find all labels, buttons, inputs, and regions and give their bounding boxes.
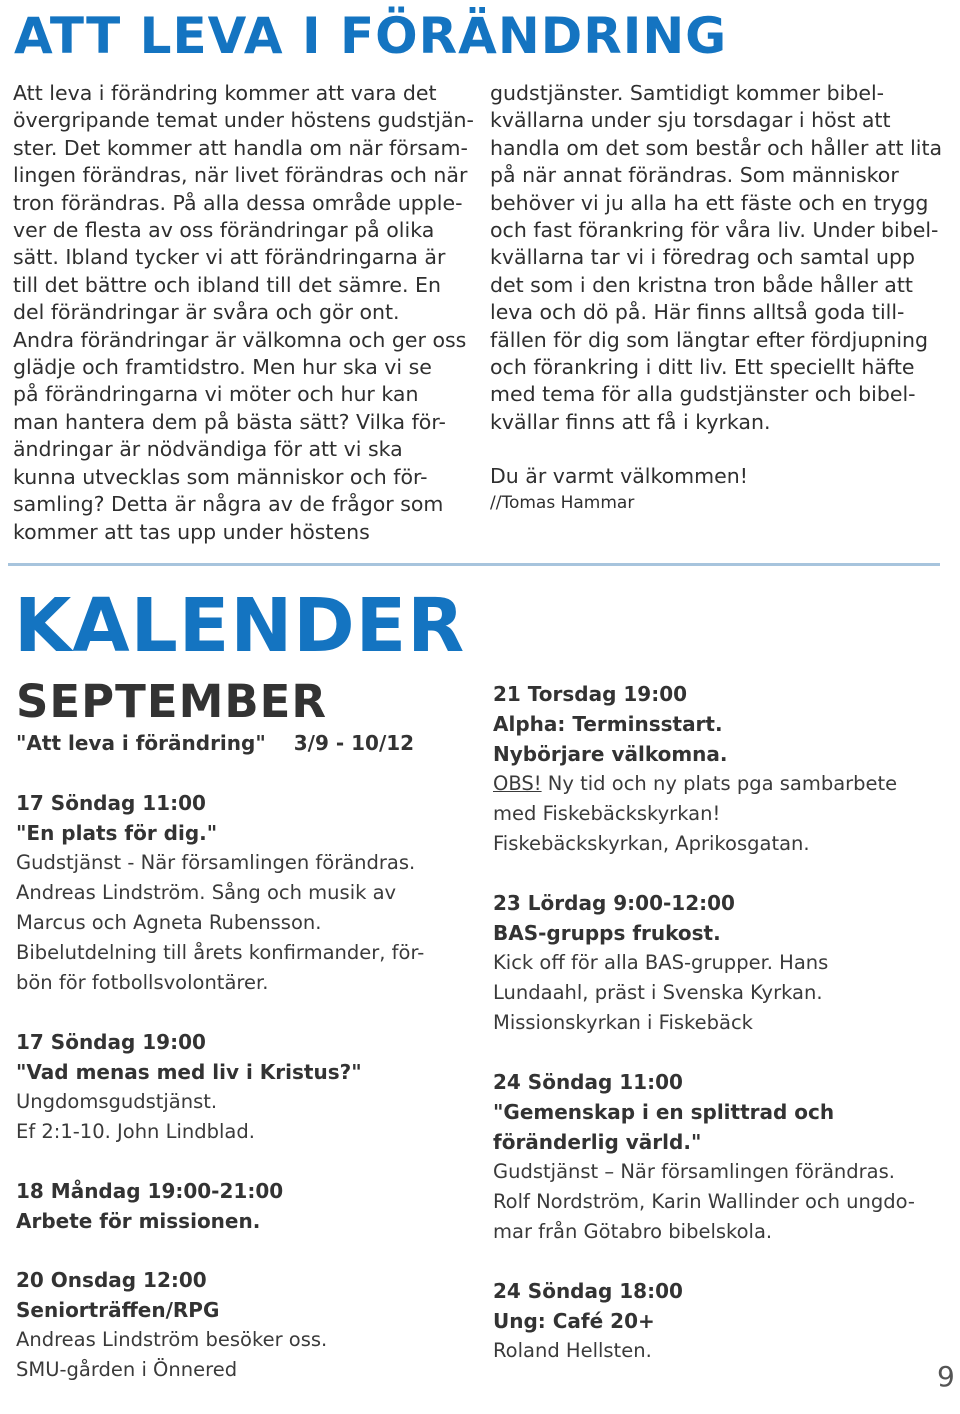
event-title: Seniorträffen/RPG <box>16 1298 220 1322</box>
theme-dates: 3/9 - 10/12 <box>293 731 415 755</box>
event-detail: med Fiskebäckskyrkan! <box>493 802 721 825</box>
intro-line: övergripande temat under höstens gudstjän- <box>13 108 474 133</box>
intro-right-column <box>490 80 950 515</box>
intro-line: samling? Detta är några av de frågor som <box>13 492 444 517</box>
theme-title: "Att leva i förändring" <box>16 731 266 755</box>
event-title: Arbete för missionen. <box>16 1209 261 1233</box>
intro-line: och fast förankring för våra liv. Under bibel- <box>490 218 939 243</box>
event-when: 24 Söndag 18:00 <box>493 1279 683 1303</box>
event-detail: Roland Hellsten. <box>493 1339 652 1362</box>
event-item <box>16 1027 466 1147</box>
event-detail: mar från Götabro bibelskola. <box>493 1220 773 1243</box>
event-title: "Gemenskap i en splittrad och <box>493 1100 835 1124</box>
intro-line: och förankring i ditt liv. Ett speciellt häfte <box>490 355 915 380</box>
intro-line: del förändringar är svåra och gör ont. <box>13 300 400 325</box>
event-when: 24 Söndag 11:00 <box>493 1070 683 1094</box>
event-item <box>493 1276 943 1366</box>
welcome-text: Du är varmt välkommen! <box>490 464 748 489</box>
intro-line: ster. Det kommer att handla om när försam- <box>13 135 468 160</box>
intro-line: handla om det som består och håller att lita <box>490 135 943 160</box>
event-subtitle: föränderlig värld." <box>493 1130 702 1154</box>
intro-line: leva och dö på. Här finns alltså goda till- <box>490 300 905 325</box>
intro-line: till det bättre och ibland till det sämre. En <box>13 272 441 297</box>
intro-line: kommer att tas upp under höstens <box>13 519 370 544</box>
event-detail <box>493 769 943 799</box>
event-detail: Kick off för alla BAS-grupper. Hans <box>493 951 829 974</box>
event-detail: SMU-gården i Önnered <box>16 1358 238 1381</box>
page-title: ATT LEVA I FÖRÄNDRING <box>14 7 728 65</box>
event-title: Ung: Café 20+ <box>493 1309 655 1333</box>
event-when: 20 Onsdag 12:00 <box>16 1268 207 1292</box>
intro-line: Andra förändringar är välkomna och ger oss <box>13 327 467 352</box>
event-title: Alpha: Terminsstart. <box>493 712 723 736</box>
intro-line: ändringar är nödvändiga för att vi ska <box>13 437 403 462</box>
event-detail: Marcus och Agneta Rubensson. <box>16 911 322 934</box>
event-item <box>493 679 943 859</box>
event-item <box>16 1176 466 1236</box>
event-detail: Ungdomsgudstjänst. <box>16 1090 218 1113</box>
intro-line: kvällar finns att få i kyrkan. <box>490 409 771 434</box>
intro-line: kvällarna under sju torsdagar i höst att <box>490 108 891 133</box>
event-title: "Vad menas med liv i Kristus?" <box>16 1060 362 1084</box>
event-item <box>16 788 466 998</box>
intro-left-column <box>13 80 473 546</box>
intro-line: gudstjänster. Samtidigt kommer bibel- <box>490 81 885 105</box>
event-detail: Andreas Lindström besöker oss. <box>16 1328 328 1351</box>
intro-line: sätt. Ibland tycker vi att förändringarna är <box>13 245 446 270</box>
calendar-right-column <box>493 679 943 1395</box>
event-detail: bön för fotbollsvolontärer. <box>16 971 269 994</box>
theme-line <box>16 728 466 758</box>
intro-line: på när annat förändras. Som människor <box>490 163 899 188</box>
event-detail: Bibelutdelning till årets konfirmander, för- <box>16 941 425 964</box>
intro-line: tron förändras. På alla dessa område upple- <box>13 190 463 215</box>
calendar-title: KALENDER <box>14 583 466 669</box>
intro-line: det som i den kristna tron både håller att <box>490 272 913 297</box>
event-detail: Ef 2:1-10. John Lindblad. <box>16 1120 255 1143</box>
event-when: 18 Måndag 19:00-21:00 <box>16 1179 284 1203</box>
event-item <box>16 1265 466 1385</box>
event-detail: Gudstjänst – När församlingen förändras. <box>493 1160 895 1183</box>
event-title: BAS-grupps frukost. <box>493 921 721 945</box>
intro-line: fällen för dig som längtar efter fördjupning <box>490 327 929 352</box>
event-when: 21 Torsdag 19:00 <box>493 682 688 706</box>
obs-note: OBS! <box>493 772 542 795</box>
intro-line: man hantera dem på bästa sätt? Vilka för- <box>13 409 446 434</box>
intro-line: Att leva i förändring kommer att vara det <box>13 81 437 105</box>
intro-line: kunna utvecklas som människor och för- <box>13 464 428 489</box>
month-heading: SEPTEMBER <box>16 675 328 728</box>
event-detail: Fiskebäckskyrkan, Aprikosgatan. <box>493 832 810 855</box>
section-divider <box>8 563 940 566</box>
event-title: "En plats för dig." <box>16 821 218 845</box>
intro-line: behöver vi ju alla ha ett fäste och en trygg <box>490 190 929 215</box>
event-item <box>493 888 943 1038</box>
page-number: 9 <box>937 1360 955 1393</box>
event-detail: Andreas Lindström. Sång och musik av <box>16 881 397 904</box>
calendar-left-column <box>16 676 466 1414</box>
intro-line: ver de flesta av oss förändringar på olika <box>13 218 435 243</box>
event-when: 17 Söndag 19:00 <box>16 1030 206 1054</box>
event-when: 17 Söndag 11:00 <box>16 791 206 815</box>
event-detail: Missionskyrkan i Fiskebäck <box>493 1011 753 1034</box>
event-detail: Rolf Nordström, Karin Wallinder och ungdo- <box>493 1190 915 1213</box>
intro-line: kvällarna tar vi i föredrag och samtal upp <box>490 245 916 270</box>
signature: //Tomas Hammar <box>490 492 635 513</box>
event-item <box>493 1067 943 1247</box>
event-when: 23 Lördag 9:00-12:00 <box>493 891 735 915</box>
intro-line: glädje och framtidstro. Men hur ska vi se <box>13 355 432 380</box>
event-detail: Lundaahl, präst i Svenska Kyrkan. <box>493 981 823 1004</box>
intro-line: på förändringarna vi möter och hur kan <box>13 382 419 407</box>
event-detail: Gudstjänst - När församlingen förändras. <box>16 851 416 874</box>
intro-line: lingen förändras, när livet förändras och när <box>13 163 468 188</box>
obs-text: Ny tid och ny plats pga sambarbete <box>541 772 898 795</box>
intro-line: med tema för alla gudstjänster och bibel- <box>490 382 916 407</box>
event-subtitle: Nybörjare välkomna. <box>493 742 728 766</box>
